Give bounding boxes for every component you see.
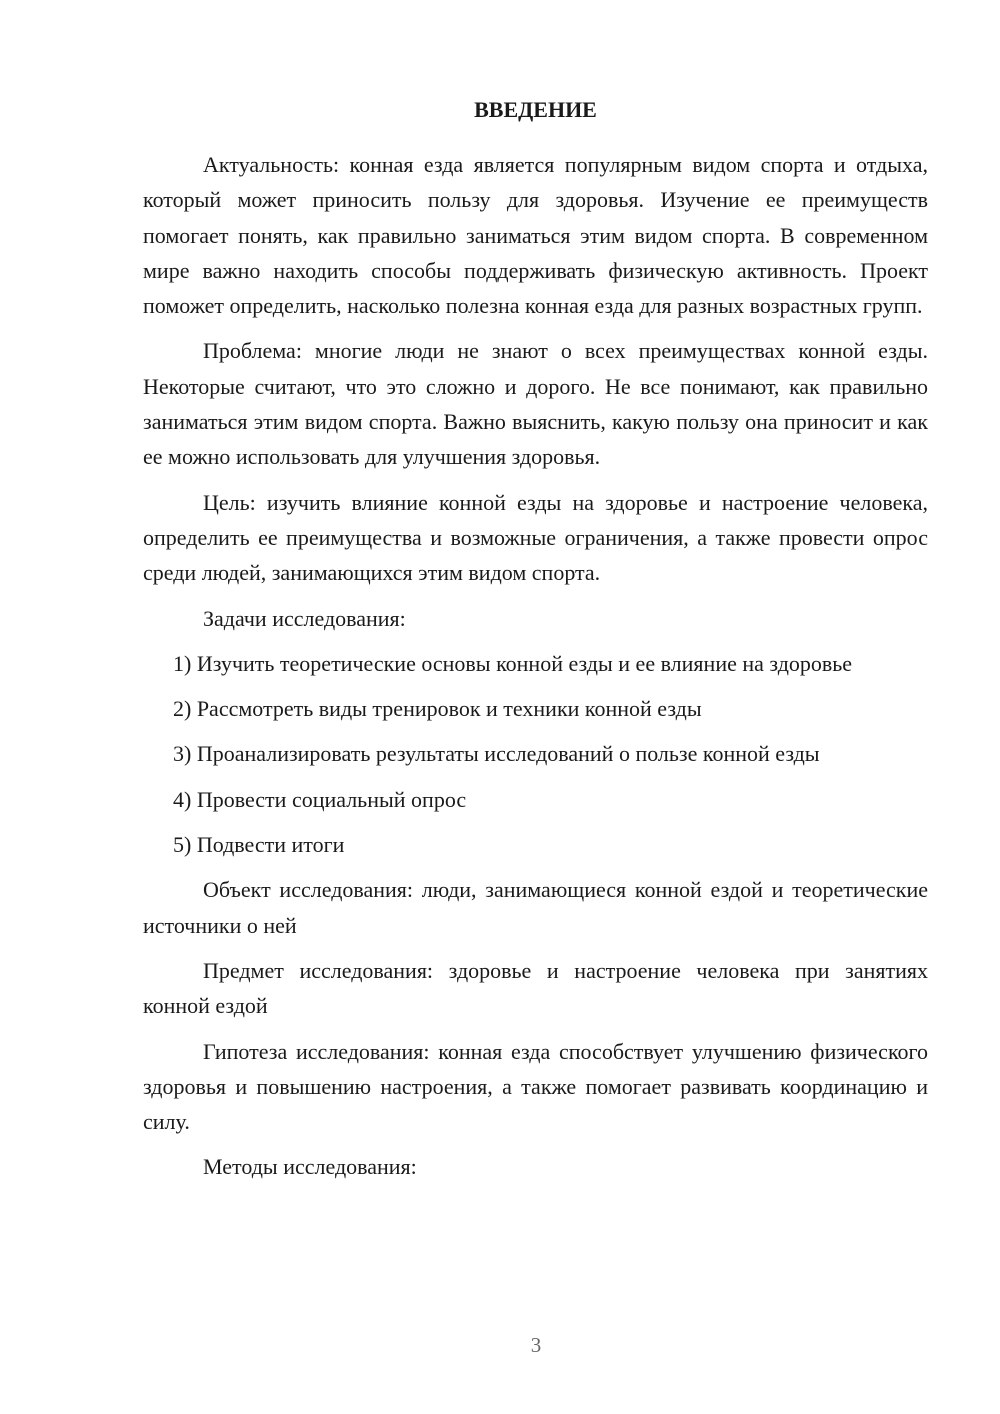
relevance-paragraph: Актуальность: конная езда является популярным видом спорта и отдыха, который может приносить пользу для здоровья. Изучение ее преимуществ помогает понять, как правильно заниматься этим видом спорта. В современном мире важно находить способы поддерживать физическую активность. Проект поможет определить, насколько полезна конная езда для разных возрастных групп.: [143, 152, 928, 319]
object-paragraph: Объект исследования: люди, занимающиеся конной ездой и теоретические источники о ней: [143, 877, 928, 938]
list-item: 4) Провести социальный опрос: [173, 786, 467, 812]
page-title: ВВЕДЕНИЕ: [474, 97, 597, 122]
subject-paragraph: Предмет исследования: здоровье и настроение человека при занятиях конной ездой: [143, 957, 928, 1019]
goal-paragraph: Цель: изучить влияние конной езды на здоровье и настроение человека, определить ее преимущества и возможные ограничения, а также провести опрос среди людей, занимающихся этим видом спорта.: [143, 489, 928, 586]
problem-paragraph: Проблема: многие люди не знают о всех преимуществах конной езды. Некоторые считают, что это сложно и дорого. Не все понимают, как правильно заниматься этим видом спорта. Важно выяснить, какую пользу она приносит и как ее можно использовать для улучшения здоровья.: [143, 338, 928, 470]
list-item: 1) Изучить теоретические основы конной езды и ее влияние на здоровье: [173, 650, 853, 676]
methods-heading: Методы исследования:: [203, 1154, 417, 1180]
page-number: 3: [530, 1333, 542, 1357]
hypothesis-paragraph: Гипотеза исследования: конная езда способствует улучшению физического здоровья и повышению настроения, а также помогает развивать координацию и силу.: [143, 1038, 928, 1135]
list-item: 3) Проанализировать результаты исследований о пользе конной езды: [173, 741, 820, 767]
document-page: [143, 92, 928, 1185]
tasks-heading: Задачи исследования:: [203, 605, 406, 631]
list-item: 2) Рассмотреть виды тренировок и техники конной езды: [173, 696, 702, 722]
list-item: 5) Подвести итоги: [173, 832, 345, 858]
